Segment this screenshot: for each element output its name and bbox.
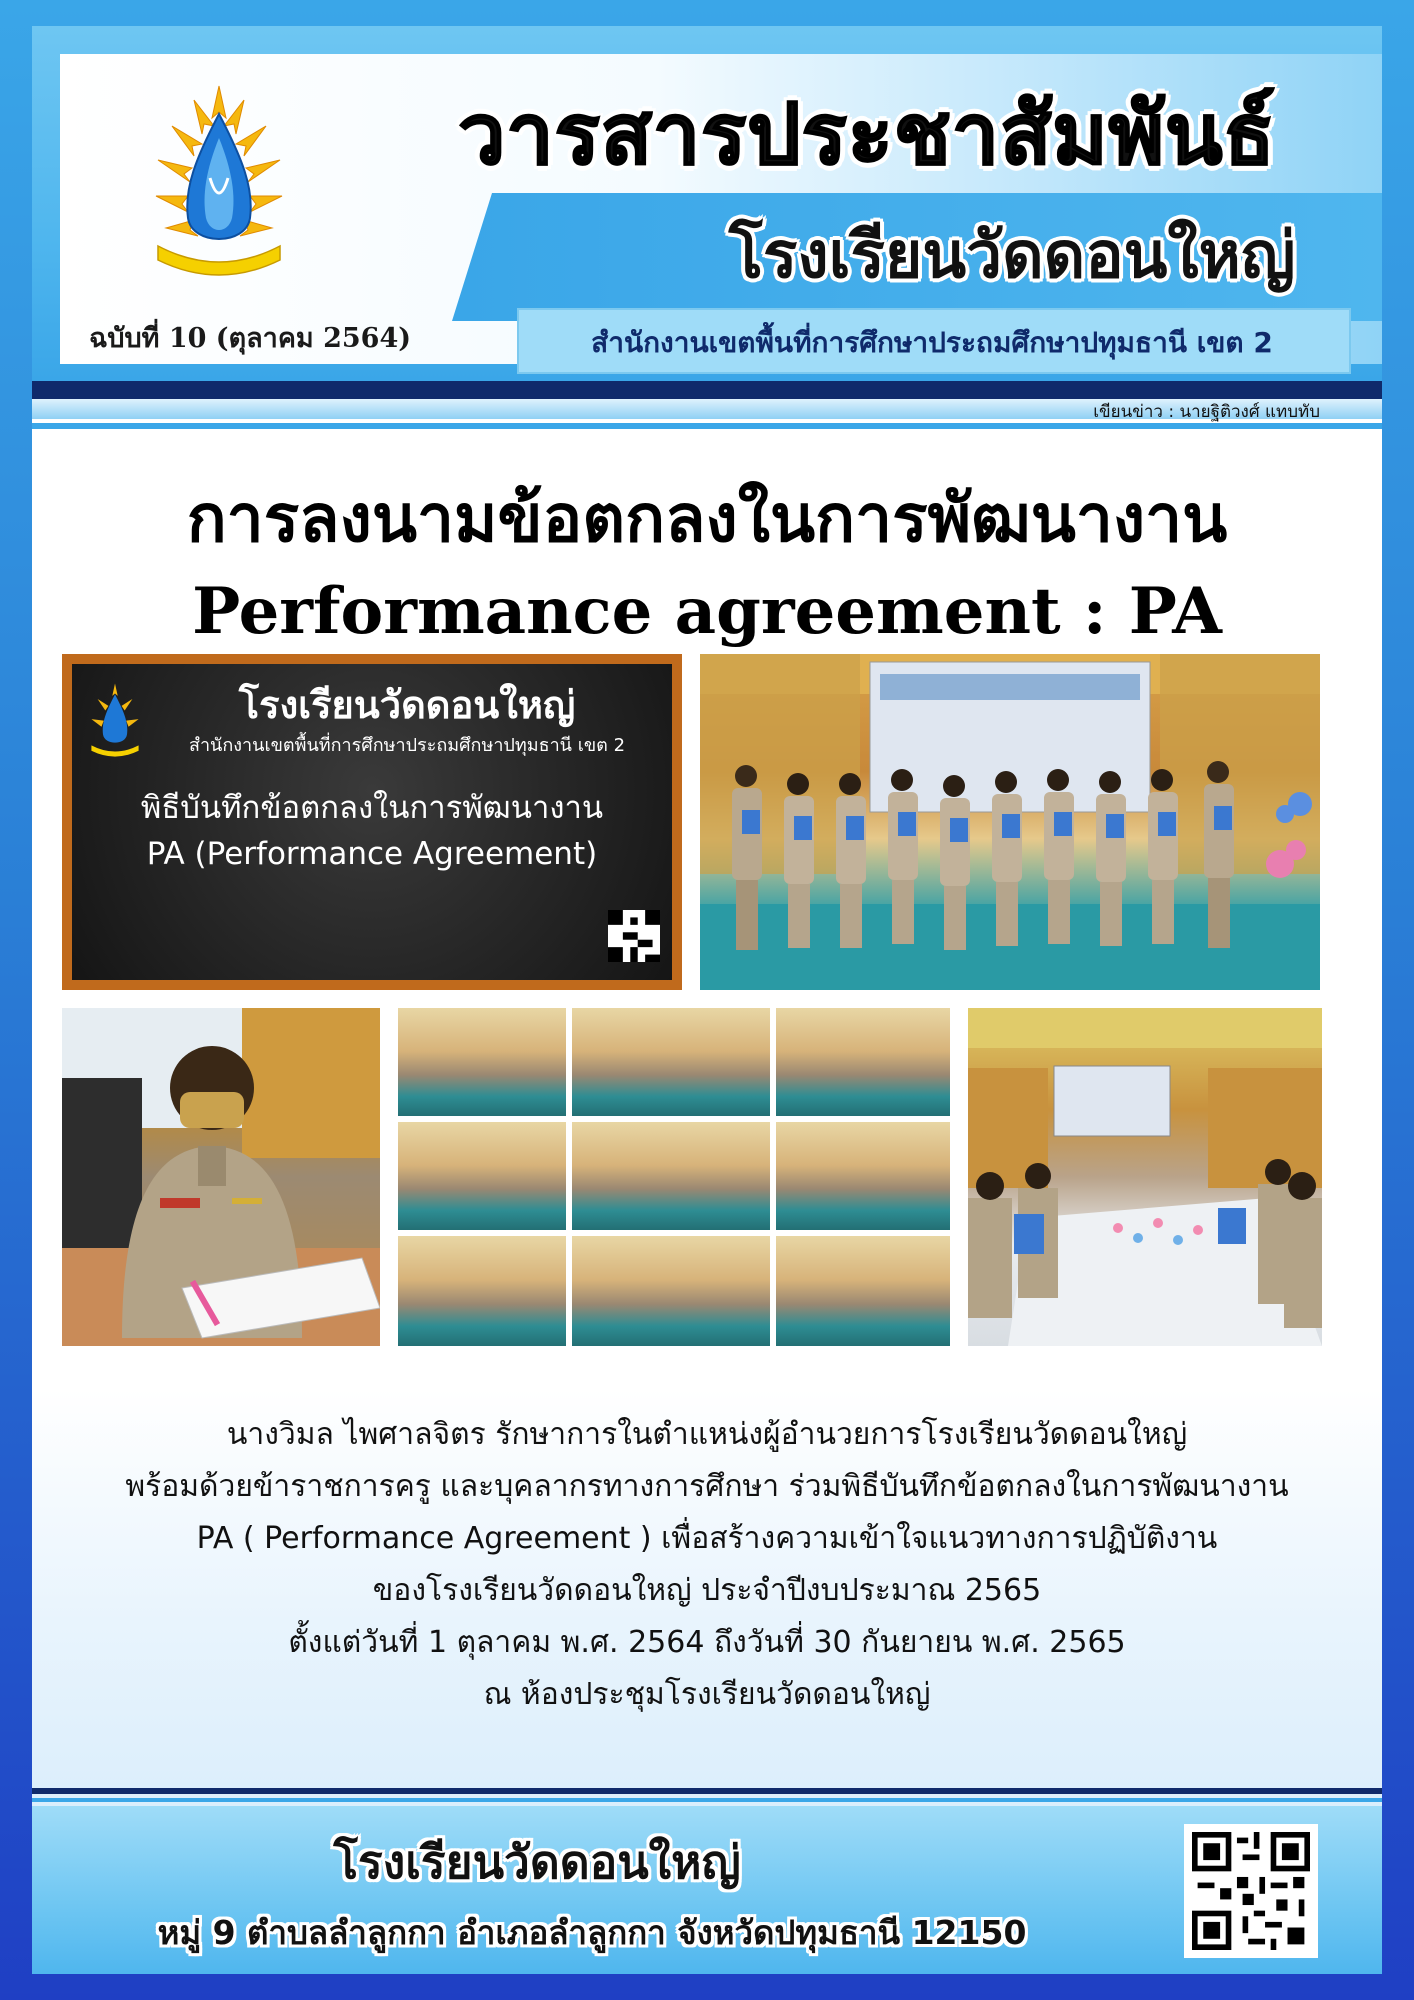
body-line: ตั้งแต่วันที่ 1 ตุลาคม พ.ศ. 2564 ถึงวันที่ 30 กันยายน พ.ศ. 2565 (288, 1625, 1126, 1660)
school-logo-icon (144, 78, 294, 288)
body-line: ของโรงเรียนวัดดอนใหญ่ ประจำปีงบประมาณ 2565 (372, 1573, 1042, 1608)
signing-photo-scene (62, 1008, 380, 1346)
body-line: พร้อมด้วยข้าราชการครู และบุคลากรทางการศึกษา ร่วมพิธีบันทึกข้อตกลงในการพัฒนางาน (125, 1469, 1289, 1504)
qr-code-icon (1192, 1832, 1310, 1950)
grid-photo (398, 1008, 566, 1116)
board-qr-code-icon (608, 910, 660, 962)
grid-photo (572, 1008, 770, 1116)
grid-photo (776, 1236, 950, 1346)
meeting-table-scene (968, 1008, 1322, 1346)
board-pa: PA (Performance Agreement) (146, 836, 598, 872)
board-office: สำนักงานเขตพื้นที่การศึกษาประถมศึกษาปทุมธานี เขต 2 (188, 735, 626, 756)
header-divider (32, 381, 1382, 399)
footer-school-name: โรงเรียนวัดดอนใหญ่ (333, 1835, 741, 1889)
grid-photo (776, 1122, 950, 1230)
grid-photo (776, 1008, 950, 1116)
board-ceremony: พิธีบันทึกข้อตกลงในการพัฒนางาน (140, 790, 604, 826)
header-school-name: โรงเรียนวัดดอนใหญ่ (728, 219, 1296, 293)
group-photo (700, 654, 1320, 990)
grid-photo (572, 1236, 770, 1346)
footer-divider (32, 1788, 1382, 1794)
footer-qr-code (1184, 1824, 1318, 1958)
footer-address: หมู่ 9 ตำบลลำลูกกา อำเภอลำลูกกา จังหวัดปทุมธานี 12150 (157, 1913, 1027, 1952)
article-body (32, 1409, 1382, 1721)
board-surface (72, 664, 672, 980)
grid-photo (572, 1122, 770, 1230)
announcement-board (62, 654, 682, 990)
headline-english: Performance agreement : PA (192, 574, 1222, 649)
byline: เขียนข่าว : นายฐิติวงศ์ แทบทับ (1093, 402, 1320, 422)
grid-photo (398, 1122, 566, 1230)
signing-photo (62, 1008, 380, 1346)
newsletter-page (32, 26, 1382, 1974)
group-photo-scene (700, 654, 1320, 990)
board-school-name: โรงเรียนวัดดอนใหญ่ (238, 683, 576, 727)
footer-divider-light (32, 1798, 1382, 1802)
issue-number: ฉบับที่ 10 (ตุลาคม 2564) (88, 323, 412, 354)
headline-thai: การลงนามข้อตกลงในการพัฒนางาน (186, 479, 1228, 557)
body-line: ณ ห้องประชุมโรงเรียนวัดดอนใหญ่ (483, 1677, 931, 1712)
body-line: PA ( Performance Agreement ) เพื่อสร้างความเข้าใจแนวทางการปฏิบัติงาน (196, 1521, 1218, 1556)
body-line: นางวิมล ไพศาลจิตร รักษาการในตำแหน่งผู้อำนวยการโรงเรียนวัดดอนใหญ่ (226, 1417, 1188, 1452)
meeting-table-photo (968, 1008, 1322, 1346)
magazine-title: วารสารประชาสัมพันธ์ (458, 85, 1276, 183)
grid-photo (398, 1236, 566, 1346)
board-logo-icon (86, 680, 144, 762)
office-name: สำนักงานเขตพื้นที่การศึกษาประถมศึกษาปทุมธานี เขต 2 (591, 326, 1273, 359)
